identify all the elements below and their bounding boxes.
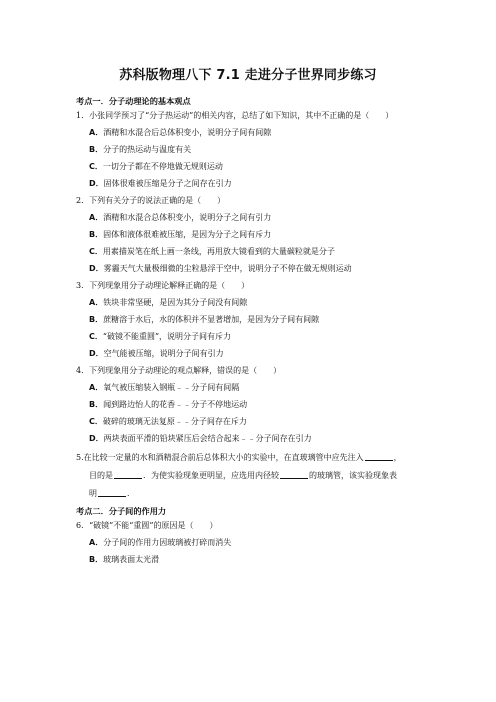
option-text: 分子间的作用力因玻璃被打碎而消失 — [103, 538, 232, 547]
question-3-option-c — [89, 332, 231, 342]
question-5-text: 目的是 — [89, 471, 113, 480]
option-label: D． — [89, 179, 104, 188]
option-label: B． — [89, 315, 104, 324]
question-6-option-a — [89, 538, 231, 548]
section-heading-1: 考点一．分子动理论的基本观点 — [76, 96, 191, 106]
option-text: 固体和液体很难被压缩，是因为分子之间有斥力 — [103, 230, 272, 239]
question-1-stem: 1．小张同学预习了“分子热运动”的相关内容，总结了如下知识，其中不正确的是（ ） — [76, 111, 394, 120]
option-text: 蔗糖溶于水后，水的体积并不显著增加，是因为分子间有间隙 — [103, 315, 320, 324]
option-label: B． — [89, 555, 104, 564]
question-2-option-a — [89, 213, 271, 223]
option-label: A． — [89, 128, 104, 137]
question-5-text: 5.在比较一定量的水和酒精混合前后总体积大小的实验中，在直玻璃管中应先注入 — [76, 453, 364, 462]
question-5-line-2 — [89, 470, 397, 481]
question-2-option-c — [89, 247, 335, 257]
option-label: C． — [89, 247, 103, 256]
option-label: B． — [89, 400, 104, 409]
question-5-line-1 — [76, 452, 402, 463]
option-label: A． — [89, 538, 104, 547]
option-text: 用素描炭笔在纸上画一条线，再用放大镜看到的大量碳粒就是分子 — [102, 247, 335, 256]
option-text: 破碎的玻璃无法复原﹣﹣分子间存在斥力 — [102, 417, 247, 426]
option-label: D． — [89, 264, 104, 273]
question-3-option-a — [89, 298, 247, 308]
option-text: 两块表面平滑的铅块紧压后会结合起来﹣﹣分子间存在引力 — [103, 434, 312, 443]
option-label: C． — [89, 332, 103, 341]
option-label: D． — [89, 434, 104, 443]
question-4-option-c — [89, 417, 247, 427]
option-text: 空气能被压缩，说明分子间有引力 — [103, 349, 224, 358]
option-label: D． — [89, 349, 104, 358]
option-text: “破镜不能重圆”，说明分子间有斥力 — [102, 332, 232, 341]
question-1-option-c — [89, 162, 223, 172]
option-label: A． — [89, 383, 104, 392]
option-text: 酒精和水混合后总体积变小，说明分子间有间隙 — [103, 128, 272, 137]
question-5-text: ， — [393, 453, 402, 462]
option-text: 雾霾天气大量极细微的尘粒悬浮于空中，说明分子不停在做无规则运动 — [103, 264, 352, 273]
question-1-option-d — [89, 179, 232, 189]
option-label: B． — [89, 230, 104, 239]
option-label: B． — [89, 145, 104, 154]
question-4-option-b — [89, 400, 247, 410]
question-3-option-b — [89, 315, 319, 325]
question-3-option-d — [89, 349, 224, 359]
option-text: 分子的热运动与温度有关 — [103, 145, 192, 154]
answer-blank[interactable] — [280, 470, 308, 479]
question-5-text: ．为使实验现象更明显，应选用内径较 — [143, 471, 279, 480]
question-5-text: ． — [127, 489, 135, 498]
option-label: C． — [89, 417, 103, 426]
option-text: 氧气被压缩装入钢瓶﹣﹣分子间有间隔 — [103, 383, 240, 392]
question-3-stem: 3．下列现象用分子动理论解释正确的是（ ） — [76, 281, 250, 290]
question-5-text: 的玻璃管，该实验现象表 — [309, 471, 397, 480]
option-text: 固体很难被压缩是分子之间存在引力 — [103, 179, 232, 188]
question-4-option-a — [89, 383, 239, 393]
question-4-option-d — [89, 434, 312, 444]
question-5-line-3 — [89, 488, 135, 499]
question-6-stem: 6．“破镜”不能“重圆”的原因是（ ） — [76, 521, 218, 530]
section-heading-2: 考点二．分子间的作用力 — [76, 506, 167, 516]
answer-blank[interactable] — [114, 470, 142, 479]
question-6-option-b — [89, 555, 159, 565]
option-label: A． — [89, 298, 104, 307]
document-title: 苏科版物理八下 7.1 走进分子世界同步练习 — [119, 68, 377, 83]
option-text: 铁块非常坚硬，是因为其分子间没有间隙 — [103, 298, 248, 307]
question-2-stem: 2．下列有关分子的说法正确的是（ ） — [76, 196, 226, 205]
option-label: C． — [89, 162, 103, 171]
question-1-option-b — [89, 145, 191, 155]
question-4-stem: 4．下列现象用分子动理论的观点解释，错误的是（ ） — [76, 366, 282, 375]
question-5-text: 明 — [89, 489, 97, 498]
option-text: 玻璃表面太光滑 — [103, 555, 160, 564]
answer-blank[interactable] — [98, 488, 126, 497]
option-text: 闻到路边怡人的花香﹣﹣分子不停地运动 — [103, 400, 248, 409]
question-1-option-a — [89, 128, 271, 138]
question-2-option-b — [89, 230, 271, 240]
option-text: 酒精和水混合总体积变小，说明分子之间有引力 — [103, 213, 272, 222]
answer-blank[interactable] — [365, 452, 393, 461]
question-2-option-d — [89, 264, 352, 274]
option-label: A． — [89, 213, 104, 222]
option-text: 一切分子都在不停地做无规则运动 — [102, 162, 223, 171]
